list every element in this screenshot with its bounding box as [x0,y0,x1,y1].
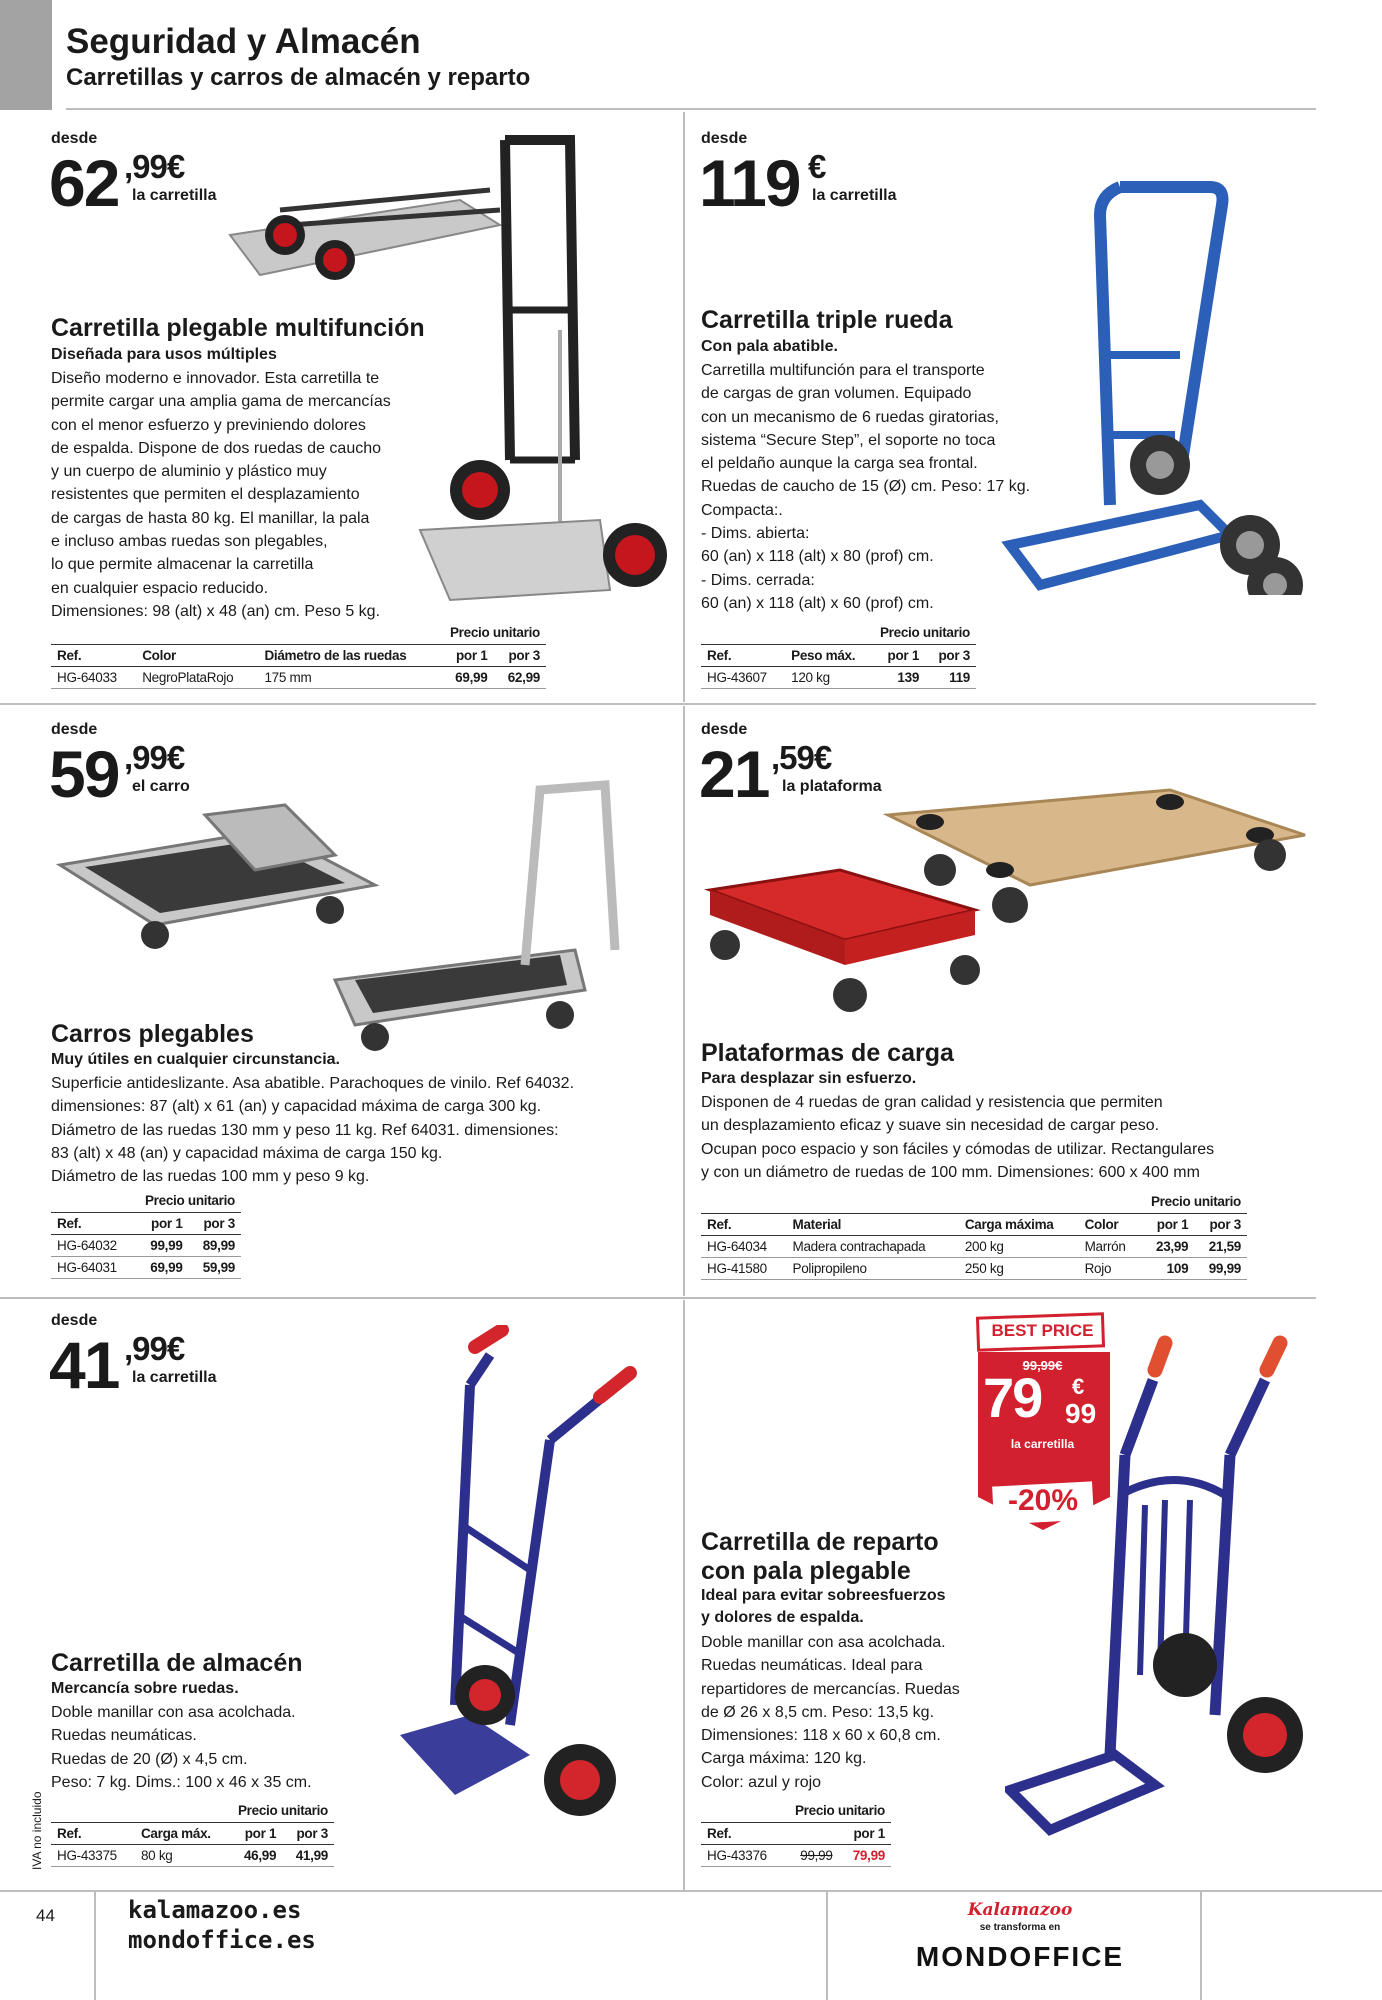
price-cell: 46,99 [231,1844,283,1866]
col-header: por 3 [925,644,976,666]
column-divider [683,112,685,702]
price-unit: el carro [132,778,190,795]
ref-cell: HG-64031 [51,1256,136,1278]
product-description: Diseño moderno e innovador. Esta carretilla te permite cargar una amplia gama de mercancías con el menor esfuerzo y previniendo dolores de espalda. Dispone de dos ruedas de caucho y un cuerpo de aluminio y plástico muy resistentes que permiten el desplazamiento de cargas de hasta 80 kg. El manillar, la pala e incluso ambas ruedas son plegables, lo que permite almacenar la carretilla en cualquier espacio reducido. Dimensiones: 98 (alt) x 48 (an) cm. Peso 5 kg. [51,370,391,620]
price-cell: 59,99 [189,1256,241,1278]
product-subtitle: Mercancía sobre ruedas. [51,1680,239,1697]
product-description: Disponen de 4 ruedas de gran calidad y resistencia que permiten un desplazamiento eficaz y suave sin necesidad de cargar peso. Ocupan poco espacio y son fáciles y cómodas de utilizar. Rectangulares y con un diámetro de ruedas de 100 mm. Dimensiones: 600 x 400 mm [701,1094,1215,1181]
price-cell: 79,99 [839,1844,891,1866]
col-header: Peso máx. [785,644,874,666]
table-row [51,1256,241,1278]
spec-table [51,622,546,689]
price-cell: 69,99 [441,666,494,688]
table-caption: Precio unitario [144,1193,235,1209]
table-cell: Polipropileno [787,1257,959,1279]
old-price-cell: 99,99 [786,1844,838,1866]
product-subtitle: Con pala abatible. [701,338,838,355]
col-header: por 1 [231,1822,283,1844]
table-cell: Rojo [1079,1257,1142,1279]
page-title: Seguridad y Almacén [66,22,421,61]
product-title: Plataformas de carga [701,1039,954,1067]
price-prefix: desde [51,1312,98,1329]
col-header: Diámetro de las ruedas [258,644,441,666]
product-title: Carretilla plegable multifunción [51,314,425,342]
badge-label: BEST PRICE [991,1321,1094,1340]
table-row [701,1844,891,1866]
badge-currency: € [1072,1374,1085,1399]
delivery-trolley-image [1005,1335,1315,1855]
price-cell: 99,99 [1194,1257,1247,1279]
col-header: Ref. [51,1212,136,1234]
ref-cell: HG-64032 [51,1234,136,1256]
table-caption: Precio unitario [237,1803,328,1819]
badge-price-cents: 99 [1065,1398,1097,1429]
brand-logo [900,1900,1140,1973]
page-number: 44 [36,1906,55,1925]
ref-cell: HG-64033 [51,666,136,688]
header-divider [66,108,1316,110]
table-row [51,1844,334,1866]
product-subtitle: Muy útiles en cualquier circunstancia. [51,1051,340,1068]
price-prefix: desde [701,721,748,738]
section-tab [0,0,52,110]
product-subtitle: Para desplazar sin esfuerzo. [701,1070,917,1087]
spec-table [51,1190,241,1279]
table-caption: Precio unitario [1150,1194,1241,1210]
footer-divider [0,1890,1382,1892]
col-header: por 1 [874,644,925,666]
price-unit: la carretilla [132,1369,217,1386]
product-description: Superficie antideslizante. Asa abatible. Parachoques de vinilo. Ref 64032. dimensiones: 87 (alt) x 61 (an) y capacidad máxima de carga 300 kg. Diámetro de las ruedas 130 mm y peso 11 kg. Ref 64031. dimensiones: 83 (alt) x 48 (an) y capacidad máxima de carga 150 kg. Diámetro de las ruedas 100 mm y peso 9 kg. [51,1075,575,1186]
table-row [701,1235,1247,1257]
dollies-image [700,770,1310,1030]
price-cell: 21,59 [1194,1235,1247,1257]
price-unit: la carretilla [132,187,217,204]
col-header: Ref. [51,644,136,666]
col-header: Ref. [51,1822,135,1844]
col-header: por 3 [282,1822,334,1844]
ref-cell: HG-43607 [701,666,785,688]
table-cell: NegroPlataRojo [136,666,258,688]
logo-mondoffice: MONDOFFICE [915,1941,1125,1972]
price-cell: 69,99 [136,1256,188,1278]
price-cents: ,99€ [124,1330,185,1367]
col-header: Color [136,644,258,666]
product-description: Doble manillar con asa acolchada. Ruedas neumáticas. Ruedas de 20 (Ø) x 4,5 cm. Peso: 7 kg. Dims.: 100 x 46 x 35 cm. [51,1704,312,1791]
footer-separator [826,1891,828,2000]
price-prefix: desde [51,130,98,147]
ref-cell: HG-43375 [51,1844,135,1866]
price-cell: 23,99 [1142,1235,1195,1257]
col-header: Ref. [701,644,785,666]
col-header: por 1 [136,1212,188,1234]
badge-discount: -20% [1007,1484,1079,1517]
table-cell: Madera contrachapada [787,1235,959,1257]
table-cell: 200 kg [959,1235,1079,1257]
col-header: Material [787,1213,959,1235]
col-header: por 1 [441,644,494,666]
price-cell: 99,99 [136,1234,188,1256]
price-cell: 139 [874,666,925,688]
price-integer: 119 [699,146,800,220]
logo-tagline: se transforma en [979,1922,1061,1933]
ref-cell: HG-64034 [701,1235,787,1257]
price-prefix: desde [51,721,98,738]
row-divider [0,703,1316,705]
price-cell: 41,99 [282,1844,334,1866]
footer-link-kalamazoo[interactable]: kalamazoo.es [128,1896,302,1924]
col-header: Ref. [701,1822,786,1844]
price-cell: 62,99 [493,666,546,688]
col-header: por 3 [1194,1213,1247,1235]
table-cell: Marrón [1079,1235,1142,1257]
badge-old-price: 99,99€ [1022,1358,1063,1373]
product-subtitle: Diseñada para usos múltiples [51,346,277,363]
column-divider [683,706,685,1296]
price-cents: ,99€ [124,739,185,776]
ref-cell: HG-43376 [701,1844,786,1866]
spec-table [701,1800,891,1867]
spec-table [51,1800,334,1867]
price-unit: la plataforma [782,778,882,795]
product-description: Doble manillar con asa acolchada. Ruedas neumáticas. Ideal para repartidores de mercancías. Ruedas de Ø 26 x 8,5 cm. Peso: 13,5 kg. Dimensiones: 118 x 60 x 60,8 cm. Carga máxima: 120 kg. Color: azul y rojo [701,1634,960,1791]
table-cell: 80 kg [135,1844,231,1866]
col-header: por 3 [493,644,546,666]
price-integer: 21 [699,737,769,811]
price-prefix: desde [701,130,748,147]
product-title: Carretilla triple rueda [701,306,953,334]
col-header: por 1 [1142,1213,1195,1235]
page-subtitle: Carretillas y carros de almacén y reparto [66,64,531,91]
table-cell: 120 kg [785,666,874,688]
column-divider [683,1300,685,1890]
footer-link-mondoffice[interactable]: mondoffice.es [128,1926,316,1954]
col-header: Carga máx. [135,1822,231,1844]
row-divider [0,1297,1316,1299]
col-header: Ref. [701,1213,787,1235]
price-cell: 89,99 [189,1234,241,1256]
table-cell: 250 kg [959,1257,1079,1279]
price-cents: € [808,148,826,185]
price-integer: 59 [49,737,119,811]
col-header: por 1 [839,1822,891,1844]
table-row [51,666,546,688]
price-integer: 41 [49,1328,119,1402]
product-title: Carretilla de reparto con pala plegable [701,1528,939,1585]
price-unit: la carretilla [812,187,897,204]
product-description: Carretilla multifunción para el transporte de cargas de gran volumen. Equipado con un mecanismo de 6 ruedas giratorias, sistema “Secure Step”, el soporte no toca el peldaño aunque la carga sea frontal. Ruedas de caucho de 15 (Ø) cm. Peso: 17 kg. Compacta:. - Dims. abierta: 60 (an) x 118 (alt) x 80 (prof) cm. - Dims. cerrada: 60 (an) x 118 (alt) x 60 (prof) cm. [701,362,1031,612]
col-header: por 3 [189,1212,241,1234]
badge-price-integer: 79 [983,1366,1042,1429]
table-caption: Precio unitario [879,625,970,641]
logo-kalamazoo: Kalamazoo [967,1900,1073,1920]
product-title: Carros plegables [51,1020,254,1048]
table-caption: Precio unitario [794,1803,885,1819]
price-integer: 62 [49,146,119,220]
vat-note: IVA no incluido [30,1791,44,1870]
product-subtitle: Ideal para evitar sobreesfuerzos y dolores de espalda. [701,1587,946,1626]
spec-table [701,1191,1247,1280]
price-cell: 109 [1142,1257,1195,1279]
col-header: Carga máxima [959,1213,1079,1235]
table-caption: Precio unitario [449,625,540,641]
warehouse-trolley-image [390,1325,640,1825]
col-header: Color [1079,1213,1142,1235]
table-row [701,1257,1247,1279]
price-cents: ,59€ [771,739,832,776]
price-cell: 119 [925,666,976,688]
table-row [51,1234,241,1256]
table-cell: 175 mm [258,666,441,688]
ref-cell: HG-41580 [701,1257,787,1279]
badge-unit: la carretilla [1010,1437,1075,1451]
footer-separator [94,1891,96,2000]
product-title: Carretilla de almacén [51,1649,303,1677]
price-cents: ,99€ [124,148,185,185]
spec-table [701,622,976,689]
col-header-spacer [786,1822,838,1844]
table-row [701,666,976,688]
footer-separator [1200,1891,1202,2000]
